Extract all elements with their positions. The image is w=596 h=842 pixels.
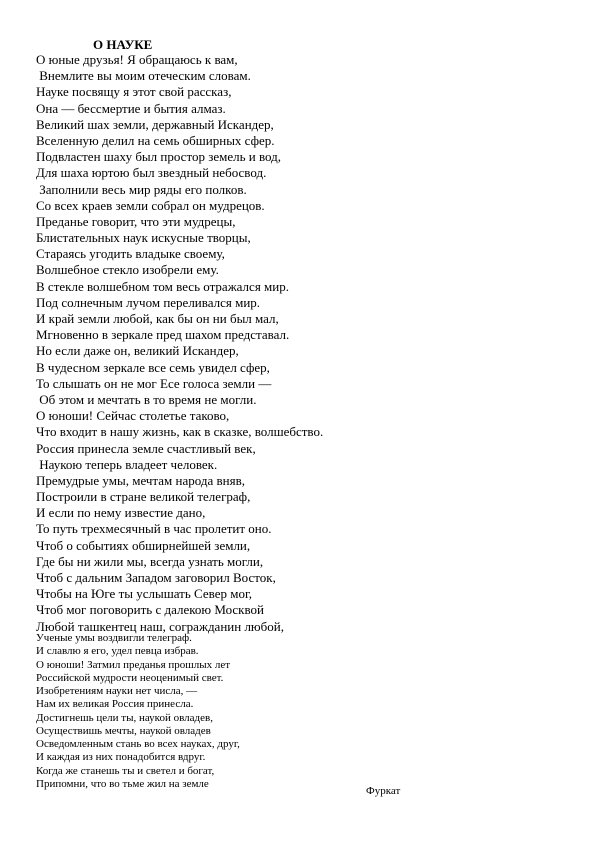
poem-line: Волшебное стекло изобрели ему. [36,262,219,278]
poem-line: Любой ташкентец наш, согражданин любой, [36,618,284,634]
poem-line: Преданье говорит, что эти мудрецы, [36,213,236,229]
poem-line: Достигнешь цели ты, наукой овладев, [36,711,213,724]
poem-line: И край земли любой, как бы он ни был мал, [36,311,279,326]
poem-line: Чтобы на Юге ты услышать Север мог, [36,586,253,602]
poem-line: Об этом и мечтать в то время не могли. [36,391,257,407]
poem-line: Блистательных наук искусные творцы, [36,230,251,246]
poem-line: Осведомленным стань во всех науках, друг, [36,738,240,750]
poem-line: Стараясь угодить владыке своему, [36,246,225,262]
poem-line: В чудесном зеркале все семь увидел сфер, [36,359,270,375]
poem-line: Чтоб мог поговорить с далекою Москвой [36,602,265,618]
poem-line: Мгновенно в зеркале пред шахом представал. [36,327,290,343]
poem-line: Россия принесла земле счастливый век, [36,440,256,456]
poem-line: И если по нему известие дано, [36,505,206,521]
poem-line: Изобретениям науки нет числа, — [36,685,198,697]
poem-line: О юные друзья! Я обращаюсь к вам, [36,52,238,67]
poem-body-main [36,52,323,635]
poem-author: Фуркат [366,785,401,797]
poem-line: Науке посвящу я этот свой рассказ, [36,84,232,100]
poem-line: Осуществишь мечты, наукой овладев [36,724,211,737]
poem-line: И каждая из них понадобится вдруг. [36,751,206,764]
poem-line: Ученые умы воздвигли телеграф. [36,632,192,644]
poem-line: Чтоб о событиях обширнейшей земли, [36,537,251,553]
poem-line: Но если даже он, великий Искандер, [36,343,239,359]
poem-line: Внемлите вы моим отеческим словам. [36,68,251,84]
poem-line: Великий шах земли, державный Искандер, [36,116,274,132]
poem-line: Где бы ни жили мы, всегда узнать могли, [36,553,264,569]
poem-line: И славлю я его, удел певца избрав. [36,645,199,658]
poem-line: Российской мудрости неоценимый свет. [36,671,224,684]
poem-line: О юноши! Сейчас столетье таково, [36,408,230,424]
poem-line: Чтоб с дальним Западом заговорил Восток, [36,570,276,585]
poem-line: О юноши! Затмил преданья прошлых лет [36,658,231,671]
poem-line: Наукою теперь владеет человек. [36,456,218,472]
poem-line: Заполнили весь мир ряды его полков. [36,181,247,197]
poem-line: Когда же станешь ты и светел и богат, [36,764,215,777]
poem-line: Подвластен шаху был простор земель и вод, [36,149,282,165]
poem-line: Нам их великая Россия принесла. [36,698,194,711]
poem-line: Для шаха юртою был звездный небосвод. [36,165,267,181]
poem-body-continuation [36,632,240,791]
poem-line: То путь трехмесячный в час пролетит оно. [36,521,272,537]
poem-line: Вселенную делил на семь обширных сфер. [36,132,275,148]
poem-line: Премудрые умы, мечтам народа вняв, [36,472,245,488]
poem-line: То слышать он не мог Есе голоса земли — [36,375,272,391]
poem-line: Припомни, что во тьме жил на земле [36,777,209,790]
poem-line: Что входит в нашу жизнь, как в сказке, волшебство. [36,424,324,440]
poem-line: В стекле волшебном том весь отражался мир. [36,278,289,294]
poem-line: Построили в стране великой телеграф, [36,489,251,505]
poem-line: Она — бессмертие и бытия алмаз. [36,100,226,116]
poem-line: Под солнечным лучом переливался мир. [36,294,261,310]
poem-line: Со всех краев земли собрал он мудрецов. [36,197,265,213]
poem-title: О НАУКЕ [93,37,153,52]
